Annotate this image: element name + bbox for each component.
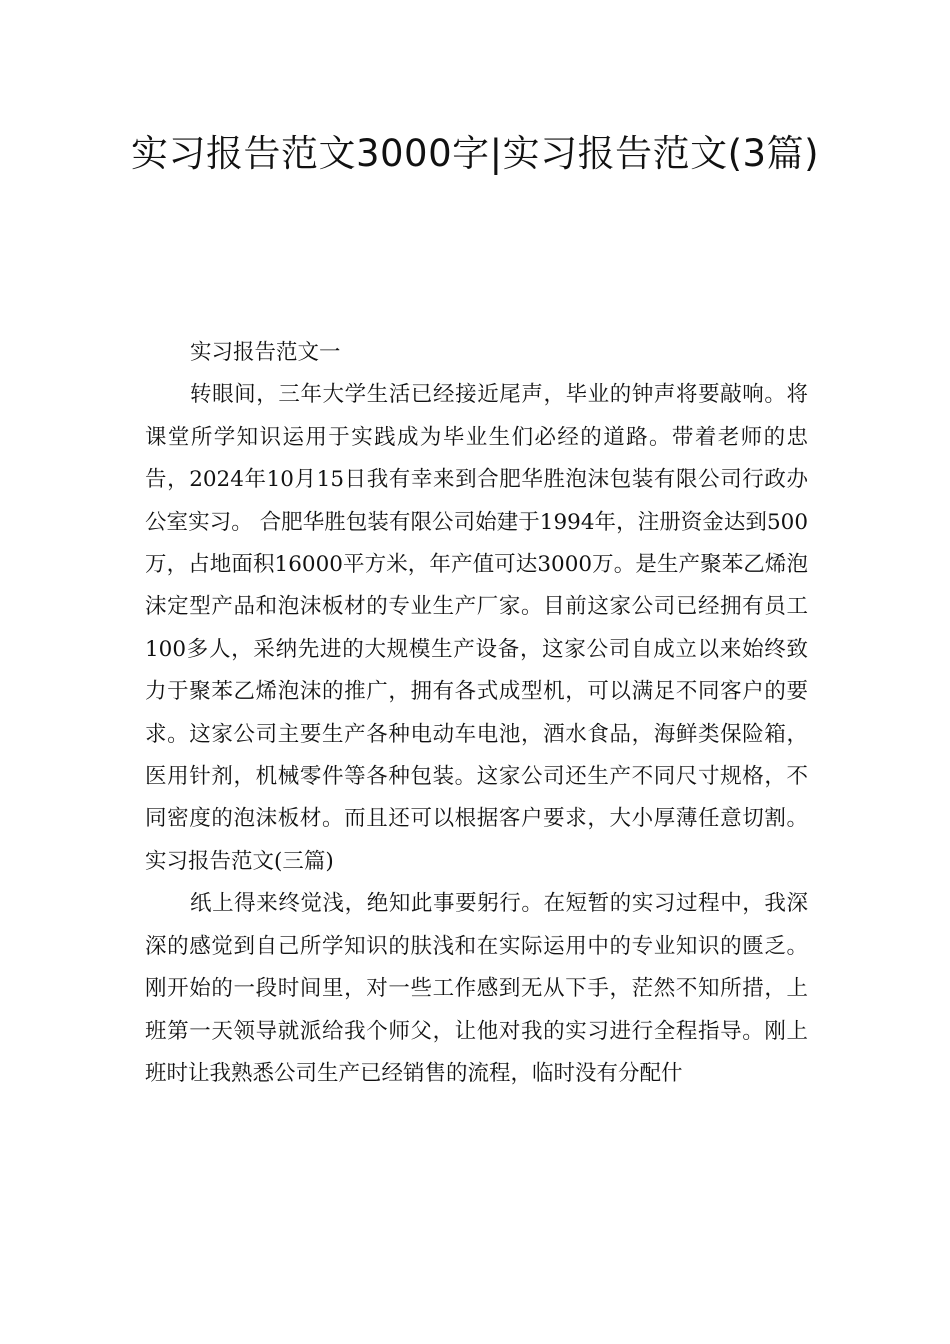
paragraph: 纸上得来终觉浅，绝知此事要躬行。在短暂的实习过程中，我深深的感觉到自己所学知识的肤浅和在实际运用中的专业知识的匮乏。刚开始的一段时间里，对一些工作感到无从下手，茫然不知所措，上班第一天领导就派给我个师父，让他对我的实习进行全程指导。刚上班时让我熟悉公司生产已经销售的流程，临时没有分配什 bbox=[145, 891, 808, 1086]
document-title: 实习报告范文3000字|实习报告范文(3篇) bbox=[130, 132, 820, 175]
section-heading: 实习报告范文一 bbox=[190, 340, 341, 365]
document-body bbox=[145, 332, 808, 1095]
paragraph: 转眼间，三年大学生活已经接近尾声，毕业的钟声将要敲响。将课堂所学知识运用于实践成为毕业生们必经的道路。带着老师的忠告，2024年10月15日我有幸来到合肥华胜泡沫包装有限公司行政办公室实习。 合肥华胜包装有限公司始建于1994年，注册资金达到500万，占地面积16000平方米，年产值可达3000万。是生产聚苯乙烯泡沫定型产品和泡沫板材的专业生产厂家。目前这家公司已经拥有员工100多人，采纳先进的大规模生产设备，这家公司自成立以来始终致力于聚苯乙烯泡沫的推广，拥有各式成型机，可以满足不同客户的要求。这家公司主要生产各种电动车电池，酒水食品，海鲜类保险箱，医用针剂，机械零件等各种包装。这家公司还生产不同尺寸规格，不同密度的泡沫板材。而且还可以根据客户要求，大小厚薄任意切割。实习报告范文(三篇) bbox=[145, 382, 808, 874]
